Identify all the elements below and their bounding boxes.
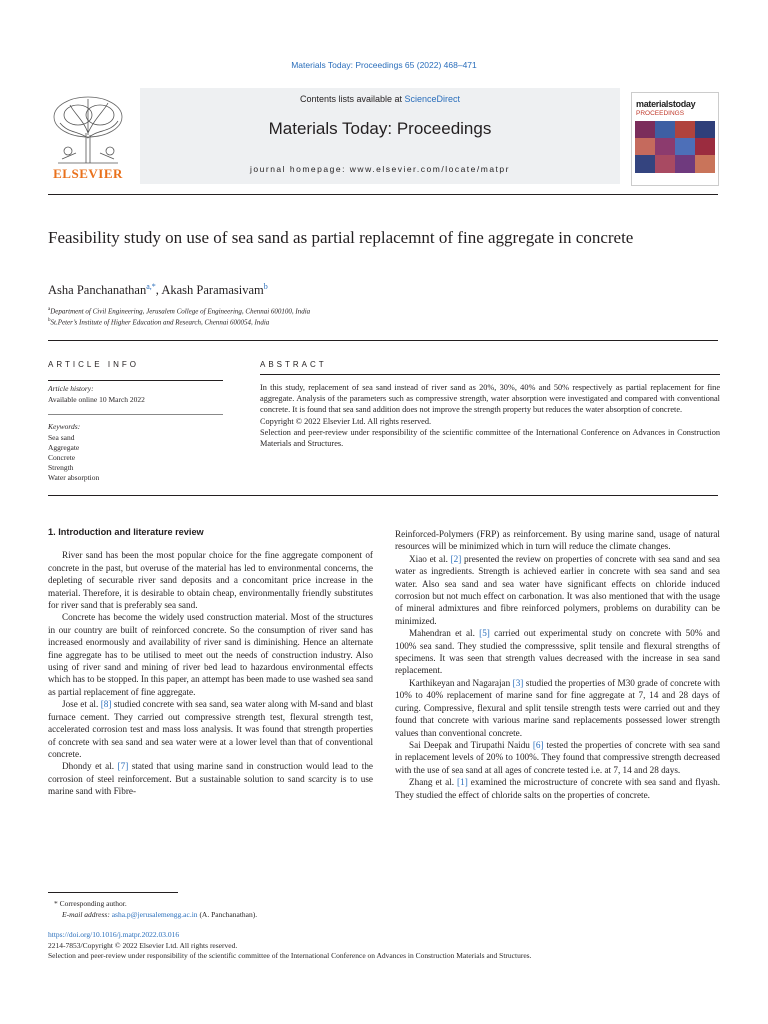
article-info-heading: ARTICLE INFO — [48, 360, 139, 369]
section-rule — [48, 495, 718, 496]
tree-logo-icon — [48, 93, 128, 165]
affiliation-b: $^b$St.Peter’s Institute of Higher Education and Research, Chennai 600054, India — [48, 318, 270, 327]
paragraph: Dhondy et al. [7] stated that using marine sand in construction would lead to the corrosion of steel reinforcement. But a sustainable solution to sand scarcity is to use marine sand with Fibre- — [48, 761, 373, 797]
paragraph: Zhang et al. [1] examined the microstructure of concrete with sea sand and flyash. They studied the effect of chloride salts on the properties of concrete. — [395, 777, 720, 800]
left-column — [48, 526, 373, 798]
masthead-rule — [48, 194, 718, 195]
cover-brand: materialstoday — [636, 99, 696, 109]
keyword: Concrete — [48, 453, 76, 462]
paragraph: Mahendran et al. [5] carried out experimental study on concrete with 50% and 100% sea sand. They studied the compresssive, split tensile and flexural strengths of specimens. It was seen that strength values decreased with the increase in sea sand replacement. — [395, 628, 720, 676]
author-name[interactable]: Akash Paramasivam — [161, 283, 264, 298]
keyword: Sea sand — [48, 433, 75, 442]
affiliation-mark[interactable]: b — [263, 282, 268, 291]
doi-link[interactable]: https://doi.org/10.1016/j.matpr.2022.03.016 — [48, 930, 180, 939]
abstract-text: In this study, replacement of sea sand instead of river sand as 20%, 30%, 40% and 50% respectively as partial replacement for fine aggregate. Analysis of the parameters such as compressive strength, water absorption were investigated and compared with conventional concrete. It is found that sea sand addition does not improve the strength property but reduces the water absorption of concrete. — [260, 383, 720, 415]
citation-link[interactable]: [6] — [532, 739, 544, 750]
citation-link[interactable]: [5] — [479, 628, 490, 639]
paragraph: River sand has been the most popular choice for the fine aggregate component of concrete in the past, but overuse of the material has led to environmental concerns, the depleting of securable river sand deposits and a concomitant price increase in the material. Therefore, it is desirable to obtain cheap, environmentally friendly substitutes for river sand that is preferably sea sand. — [48, 550, 373, 611]
journal-homepage[interactable]: journal homepage: www.elsevier.com/locate/matpr — [250, 164, 510, 174]
cover-mosaic-image — [635, 121, 715, 173]
journal-title[interactable]: Materials Today: Proceedings — [268, 119, 492, 138]
section-rule — [48, 340, 718, 341]
citation-link[interactable]: [7] — [117, 761, 129, 772]
history-label: Article history: — [48, 384, 94, 393]
footnote — [48, 898, 368, 920]
bottom-info — [48, 930, 728, 962]
keyword: Strength — [48, 463, 74, 472]
selection-line: Selection and peer-review under responsibility of the scientific committee of the International Conference on Advances in Construction Materials and Structures. — [48, 951, 532, 960]
divider — [260, 374, 720, 375]
author-name[interactable]: Asha Panchanathan — [48, 283, 147, 298]
affiliation-a: $^a$Department of Civil Engineering, Jerusalem College of Engineering, Chennai 600100, India — [48, 307, 311, 316]
divider — [48, 380, 223, 381]
abstract-heading: ABSTRACT — [260, 360, 327, 369]
keyword-list — [48, 433, 99, 483]
paragraph: Karthikeyan and Nagarajan [3] studied the properties of M30 grade of concrete with 10% to 40% replacement of marine sand for fine aggregate at 7, 14 and 28 days of curing. Compressive, flexural and split tensile strength tests were carried out and they found that concrete with various marine sand replacements possessed lower strength values than conventional concrete. — [395, 677, 721, 738]
email-link[interactable]: asha.p@jerusalemengg.ac.in — [111, 910, 198, 919]
email-note: E-mail address: asha.p@jerusalemengg.ac.in (A. Panchanathan). — [62, 910, 258, 919]
citation-link[interactable]: [1] — [457, 777, 468, 788]
paragraph: Sai Deepak and Tirupathi Naidu [6] tested the properties of concrete with sea sand in replacement levels of 20% to 100%. They found that compressive strength decreased with the use of sea sand at all ages of concrete tested i.e. at 7, 14 and 28 days. — [395, 739, 721, 775]
author-list — [48, 282, 268, 298]
contents-prefix: Contents lists available at — [299, 94, 405, 104]
section-heading: 1. Introduction and literature review — [48, 527, 204, 537]
elsevier-wordmark: ELSEVIER — [53, 166, 123, 181]
journal-citation[interactable]: Materials Today: Proceedings 65 (2022) 468–471 — [291, 60, 477, 70]
journal-cover-thumbnail[interactable] — [631, 92, 719, 186]
paragraph: Xiao et al. [2] presented the review on properties of concrete with sea sand and sea water as ingredients. Strength is achieved earlier in concrete with sea sand and sea water. Also sea sand and sea water have significant effects on chloride induced corrosion but not much effect on carbonation. It was also mentioned that with the usage of mineral admixtures and fibre reinforced polymers, problems on durability can be minimized. — [395, 553, 721, 626]
keyword: Aggregate — [48, 443, 80, 452]
keyword: Water absorption — [48, 473, 100, 482]
paragraph: Concrete has become the widely used construction material. Most of the structures in our country are built of reinforced concrete. So the consumption of river sand has increased enormously and availability of river sand is diminishing. Hence an alternate fine aggregate has to be utilised to meet out the needs of construction industry. Also using of river sand and mining of river bed lead to hazardous environmental effects which has to be stopped. In this paper, an attempt has been made to use washed sea sand as partial replacement of fine aggregate. — [48, 612, 373, 697]
footnote-rule — [48, 892, 178, 893]
contents-availability — [140, 94, 620, 104]
right-column — [395, 528, 720, 801]
citation-link[interactable]: [3] — [512, 677, 524, 688]
paragraph: Jose et al. [8] studied concrete with sea sand, sea water along with M-sand and blast furnace cement. They carried out compressive strength test, flexural strength test, accelerated corrosion test and mass loss analysis. It was found that strength properties of concrete with sea sand and sea water were at a lower level than that of conventional concrete. — [48, 699, 374, 759]
author-separator: , — [155, 283, 162, 298]
keywords-label: Keywords: — [48, 422, 81, 431]
sciencedirect-link[interactable]: ScienceDirect — [404, 94, 461, 104]
abstract-body — [260, 382, 720, 449]
divider — [48, 414, 223, 415]
corresponding-note: * Corresponding author. — [54, 899, 127, 908]
citation-link[interactable]: [2] — [450, 553, 462, 564]
cover-subtitle: PROCEEDINGS — [636, 110, 685, 117]
issn-line: 2214-7853/Copyright © 2022 Elsevier Ltd. All rights reserved. — [48, 940, 238, 950]
history-value: Available online 10 March 2022 — [48, 395, 145, 404]
citation-link[interactable]: [8] — [100, 699, 112, 710]
abstract-selection: Selection and peer-review under responsibility of the scientific committee of the International Conference on Advances in Construction Materials and Structures. — [260, 427, 720, 449]
abstract-copyright: Copyright © 2022 Elsevier Ltd. All rights reserved. — [260, 416, 432, 426]
affiliation-mark[interactable]: a,* — [146, 282, 156, 291]
paragraph: Reinforced-Polymers (FRP) as reinforcement. By using marine sand, usage of natural resources will be minimized which in turn will reduce the climate changes. — [395, 529, 720, 552]
article-title: Feasibility study on use of sea sand as partial replacemnt of fine aggregate in concrete — [48, 228, 634, 247]
